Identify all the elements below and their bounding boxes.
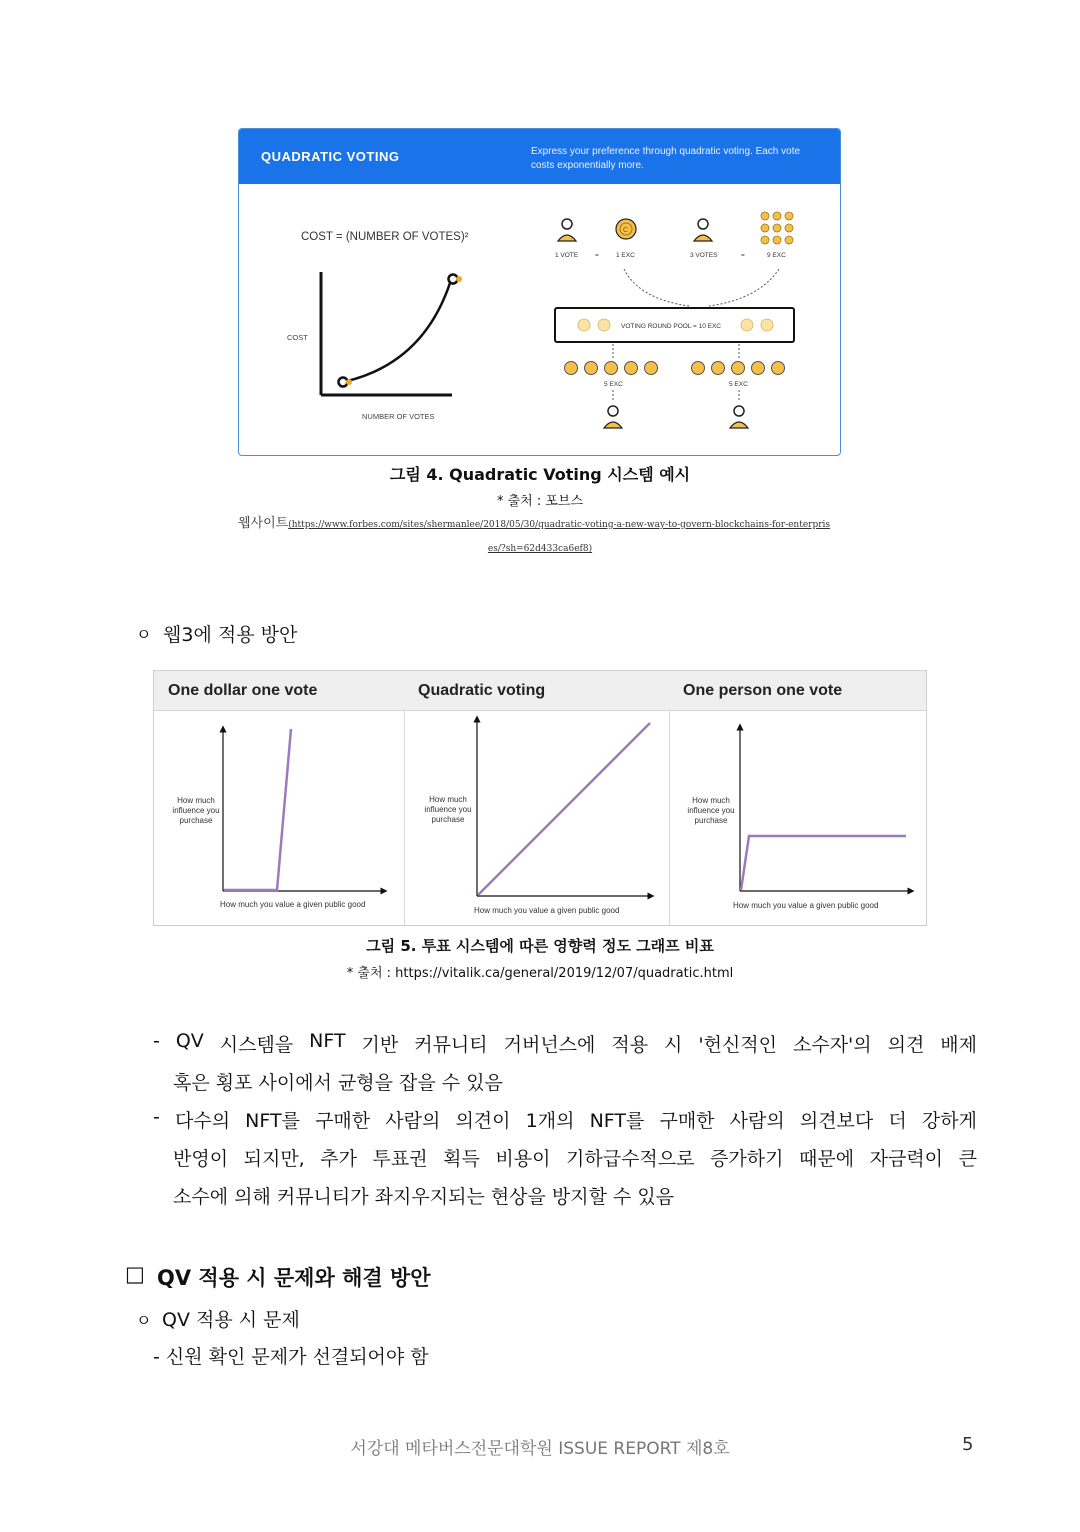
y-axis-label: How much influence you purchase xyxy=(687,796,735,825)
word: 의견보다 xyxy=(799,1110,874,1132)
figure-5-comparison-table xyxy=(153,670,927,926)
sub-bullet: ㅇ xyxy=(136,1311,152,1330)
word: 소수자'의 xyxy=(792,1034,872,1056)
problem-item: - 신원 확인 문제가 선결되어야 함 xyxy=(153,1346,429,1368)
word: - xyxy=(153,1030,160,1052)
figure-4-caption: 그림 4. Quadratic Voting 시스템 예시 xyxy=(389,465,691,484)
figure-4-source-url-line1 xyxy=(238,512,830,531)
quadratic-voting-illustration xyxy=(239,184,840,455)
x-axis-label: How much you value a given public good xyxy=(474,906,620,915)
banner-title: QUADRATIC VOTING xyxy=(261,149,400,164)
coin-letter: C xyxy=(623,227,629,234)
column-header: One dollar one vote xyxy=(154,671,404,711)
word: 큰 xyxy=(958,1148,977,1170)
column-header: One person one vote xyxy=(669,671,926,711)
word: 기반 xyxy=(361,1034,399,1056)
right-five-exc-label: 5 EXC xyxy=(729,381,748,388)
word: 증가하기 xyxy=(710,1148,784,1170)
source-url[interactable]: (https://www.forbes.com/sites/shermanlee/2018/05/30/quadratic-voting-a-new-way-to-govern-blockchains-for-enterpris xyxy=(288,520,831,530)
word: 의견이 xyxy=(455,1110,511,1132)
person-icon xyxy=(604,406,622,428)
curve-start-coin xyxy=(346,379,352,385)
figure-4-source: * 출처 : 포브스 xyxy=(496,494,584,509)
y-axis-label: How much influence you purchase xyxy=(172,796,220,825)
equals-sign: = xyxy=(595,252,599,259)
cost-curve xyxy=(343,280,451,382)
flow-line xyxy=(709,269,779,306)
figure-4-image xyxy=(238,128,841,456)
word: 강하게 xyxy=(921,1110,977,1132)
graph3-influence-line xyxy=(741,836,906,890)
y-axis-label: How much influence you purchase xyxy=(424,795,472,824)
x-axis-label: How much you value a given public good xyxy=(220,900,366,909)
word: 추가 xyxy=(320,1148,357,1170)
one-exc-label: 1 EXC xyxy=(616,252,635,259)
page-number: 5 xyxy=(962,1434,974,1455)
paragraph-2-line-3: 소수에 의해 커뮤니티가 좌지우지되는 현상을 방지할 수 있음 xyxy=(173,1186,675,1208)
votes-axis-label: NUMBER OF VOTES xyxy=(362,412,435,421)
paragraph-1-line-2: 혹은 횡포 사이에서 균형을 잡을 수 있음 xyxy=(173,1072,503,1094)
paragraph-2-line-1 xyxy=(153,1106,977,1133)
cost-axis-label: COST xyxy=(287,333,308,342)
person-icon xyxy=(558,219,576,241)
paragraph-2-line-2 xyxy=(173,1144,977,1171)
word: 반영이 xyxy=(173,1148,229,1170)
five-coins-left xyxy=(565,362,658,375)
section-heading-qv: QV 적용 시 문제와 해결 방안 xyxy=(157,1266,431,1290)
curve-end-coin xyxy=(456,276,462,282)
flow-line xyxy=(624,269,689,306)
word: '헌신적인 xyxy=(698,1034,778,1056)
word: 의견 xyxy=(887,1034,925,1056)
word: 더 xyxy=(888,1110,907,1132)
x-axis-label: How much you value a given public good xyxy=(733,901,879,910)
word: NFT xyxy=(309,1030,346,1052)
graph2-influence-line xyxy=(478,723,650,895)
word: 1개의 xyxy=(525,1110,575,1132)
equals-sign: = xyxy=(741,252,745,259)
section-bullet: ㅇ xyxy=(136,625,152,644)
paragraph-1-line-1 xyxy=(153,1030,977,1057)
source-url-continued[interactable]: es/?sh=62d433ca6ef8) xyxy=(487,544,593,554)
figure-5-source: * 출처 : https://vitalik.ca/general/2019/12/07/quadratic.html xyxy=(346,966,734,981)
word: QV xyxy=(175,1030,204,1052)
word: 구매한 xyxy=(315,1110,371,1132)
column-header: Quadratic voting xyxy=(404,671,669,711)
word: 배제 xyxy=(940,1034,977,1056)
checkbox-icon: □ xyxy=(125,1262,145,1286)
word: 기하급수적으로 xyxy=(566,1148,695,1170)
nine-coins-icon xyxy=(761,212,793,244)
person-icon xyxy=(694,219,712,241)
word: 획득 xyxy=(443,1148,480,1170)
figure-4-banner xyxy=(239,129,840,184)
word: 자금력이 xyxy=(869,1148,944,1170)
influence-graphs xyxy=(154,671,926,925)
word: 사람의 xyxy=(729,1110,785,1132)
graph1-influence-line xyxy=(224,729,291,890)
person-icon xyxy=(730,406,748,428)
word: 구매한 xyxy=(659,1110,715,1132)
word: 다수의 xyxy=(174,1110,231,1132)
three-votes-label: 3 VOTES xyxy=(690,252,718,259)
word: NFT를 xyxy=(245,1110,300,1132)
source-prefix: 웹사이트 xyxy=(238,516,289,531)
pool-label: VOTING ROUND POOL = 10 EXC xyxy=(621,323,721,330)
word: - xyxy=(153,1106,160,1128)
word: 시스템을 xyxy=(219,1034,294,1056)
left-five-exc-label: 5 EXC xyxy=(604,381,623,388)
banner-description: Express your preference through quadratic voting. Each vote costs exponentially more. xyxy=(531,146,801,171)
word: NFT를 xyxy=(589,1110,645,1132)
word: 적용 xyxy=(611,1034,649,1056)
word: 커뮤니티 xyxy=(414,1034,488,1056)
one-vote-label: 1 VOTE xyxy=(555,252,579,259)
nine-exc-label: 9 EXC xyxy=(767,252,786,259)
word: 시 xyxy=(664,1034,683,1056)
figure-4-source-url-line2 xyxy=(0,536,1080,555)
section-heading-web3: 웹3에 적용 방안 xyxy=(163,624,298,646)
figure-5-caption: 그림 5. 투표 시스템에 따른 영향력 정도 그래프 비표 xyxy=(366,937,714,955)
word: 되지만, xyxy=(243,1148,305,1170)
word: 때문에 xyxy=(799,1148,855,1170)
word: 투표권 xyxy=(372,1148,428,1170)
five-coins-right xyxy=(692,362,785,375)
footer-title: 서강대 메타버스전문대학원 ISSUE REPORT 제8호 xyxy=(350,1439,730,1459)
word: 비용이 xyxy=(495,1148,551,1170)
cost-formula: COST = (NUMBER OF VOTES)² xyxy=(301,231,469,243)
word: 사람의 xyxy=(385,1110,441,1132)
sub-heading-qv-problem: QV 적용 시 문제 xyxy=(162,1309,300,1331)
word: 거버넌스에 xyxy=(503,1034,596,1056)
